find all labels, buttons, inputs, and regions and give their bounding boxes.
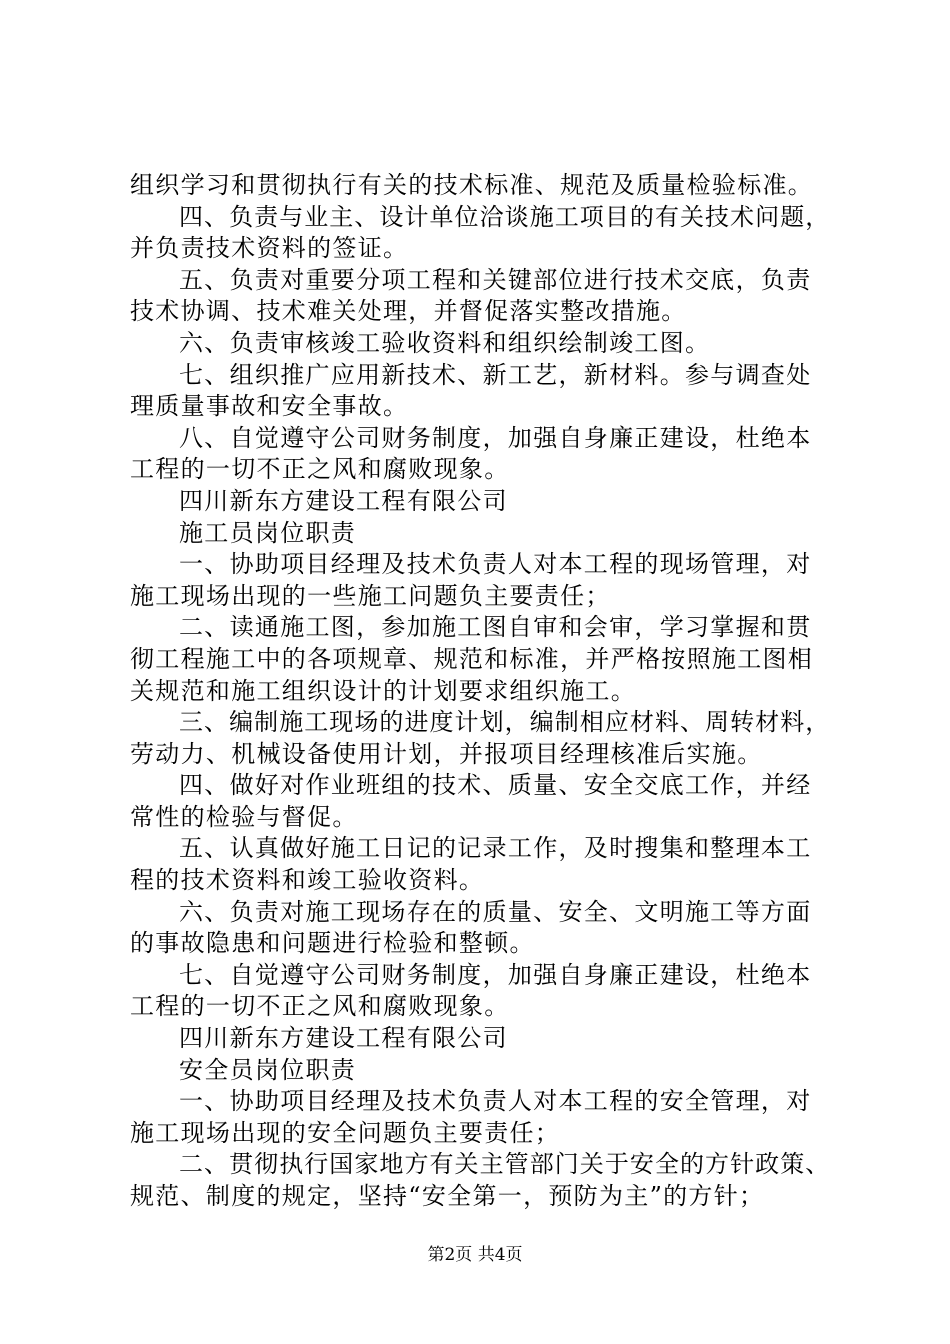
text-line: 五、认真做好施工日记的记录工作，及时搜集和整理本工 — [179, 834, 812, 863]
text-line: 施工现场出现的一些施工问题负主要责任； — [130, 581, 611, 610]
text-line: 安全员岗位职责 — [179, 1055, 357, 1084]
text-line: 的事故隐患和问题进行检验和整顿。 — [130, 929, 535, 958]
text-line: 规范、制度的规定，坚持“安全第一，预防为主”的方针； — [130, 1182, 765, 1210]
text-line: 工程的一切不正之风和腐败现象。 — [130, 992, 510, 1021]
text-line: 五、负责对重要分项工程和关键部位进行技术交底，负责 — [179, 265, 812, 294]
text-line: 四川新东方建设工程有限公司 — [179, 486, 508, 515]
text-line: 二、贯彻执行国家地方有关主管部门关于安全的方针政策、 — [179, 1150, 831, 1179]
text-line: 理质量事故和安全事故。 — [130, 392, 409, 421]
text-line: 常性的检验与督促。 — [130, 802, 358, 831]
text-line: 关规范和施工组织设计的计划要求组织施工。 — [130, 676, 636, 705]
text-line: 六、负责对施工现场存在的质量、安全、文明施工等方面 — [179, 897, 812, 926]
text-line: 彻工程施工中的各项规章、规范和标准，并严格按照施工图相 — [130, 644, 814, 673]
text-line: 六、负责审核竣工验收资料和组织绘制竣工图。 — [179, 328, 711, 357]
text-line: 劳动力、机械设备使用计划，并报项目经理核准后实施。 — [130, 739, 763, 768]
text-line: 二、读通施工图，参加施工图自审和会审，学习掌握和贯 — [179, 613, 812, 642]
page-footer: 第2页 共4页 — [427, 1245, 523, 1265]
text-line: 七、自觉遵守公司财务制度，加强自身廉正建设，杜绝本 — [179, 960, 812, 989]
text-line: 施工现场出现的安全问题负主要责任； — [130, 1118, 561, 1147]
text-line: 程的技术资料和竣工验收资料。 — [130, 866, 485, 895]
text-line: 八、自觉遵守公司财务制度，加强自身廉正建设，杜绝本 — [179, 423, 812, 452]
text-line: 四、负责与业主、设计单位洽谈施工项目的有关技术问题， — [179, 202, 831, 231]
text-line: 工程的一切不正之风和腐败现象。 — [130, 455, 510, 484]
text-line: 一、协助项目经理及技术负责人对本工程的现场管理，对 — [179, 550, 812, 579]
text-line: 并负责技术资料的签证。 — [130, 234, 409, 263]
document-body — [130, 170, 830, 1213]
text-line: 施工员岗位职责 — [179, 518, 357, 547]
text-line: 四川新东方建设工程有限公司 — [179, 1024, 508, 1053]
text-line: 组织学习和贯彻执行有关的技术标准、规范及质量检验标准。 — [130, 171, 814, 199]
text-line: 技术协调、技术难关处理，并督促落实整改措施。 — [130, 297, 687, 326]
text-line: 三、编制施工现场的进度计划，编制相应材料、周转材料， — [179, 708, 831, 737]
text-line: 七、组织推广应用新技术、新工艺，新材料。参与调查处 — [179, 360, 812, 389]
text-line: 一、协助项目经理及技术负责人对本工程的安全管理，对 — [179, 1087, 812, 1116]
text-line: 四、做好对作业班组的技术、质量、安全交底工作，并经 — [179, 771, 812, 800]
